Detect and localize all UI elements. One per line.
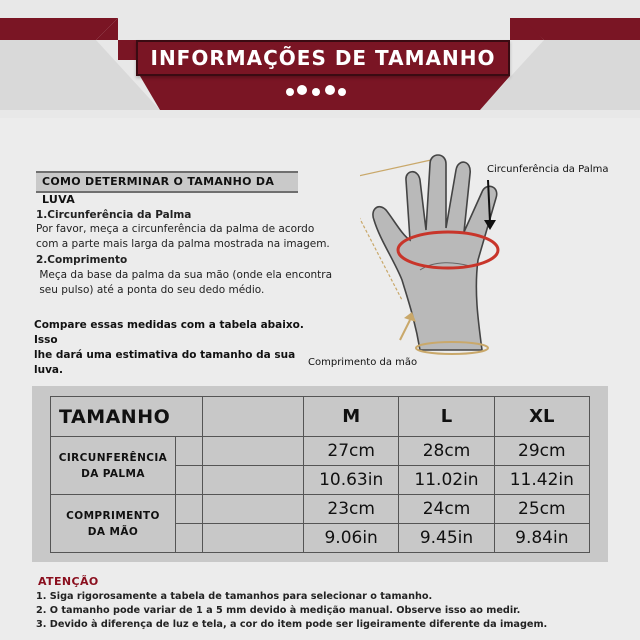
- hand-illustration: [360, 140, 610, 380]
- section-header: COMO DETERMINAR O TAMANHO DA LUVA: [36, 171, 298, 193]
- compare-note-line-1: Compare essas medidas com a tabela abaixo. Isso: [34, 319, 304, 346]
- length-annotation: Comprimento da mão: [308, 357, 418, 368]
- banner-dot-3: [312, 88, 320, 96]
- length-guide-top: [360, 158, 440, 180]
- length-blank-cell: [203, 495, 304, 524]
- page-title: INFORMAÇÕES DE TAMANHO: [136, 40, 510, 76]
- length-cm-l: 24cm: [399, 495, 494, 524]
- palm-cm-xl: 29cm: [494, 437, 589, 466]
- palm-cm-row: [51, 437, 590, 466]
- banner-dot-4: [325, 85, 335, 95]
- size-table-header-row: [51, 397, 590, 437]
- attention-title: ATENÇÃO: [38, 575, 99, 588]
- length-row-label: [51, 495, 176, 553]
- banner-dot-2: [297, 85, 307, 95]
- palm-annotation: Circunferência da Palma: [487, 164, 609, 175]
- length-in-l: 9.45in: [399, 524, 494, 553]
- length-instruction-title: [36, 253, 127, 268]
- palm-spacer-cell-2: [176, 466, 203, 495]
- banner-base: [140, 76, 510, 110]
- length-cm-m: 23cm: [304, 495, 399, 524]
- length-spacer-cell-2: [176, 524, 203, 553]
- banner-dot-1: [286, 88, 294, 96]
- palm-instruction-line-1: Por favor, meça a circunferência da palma de acordo: [36, 223, 315, 235]
- size-header-xl: XL: [494, 397, 589, 437]
- hand-shape: [373, 155, 497, 350]
- compare-note-line-2: lhe dará uma estimativa do tamanho da sua luva.: [34, 349, 296, 376]
- banner-dot-5: [338, 88, 346, 96]
- length-instruction-line-1: Meça da base da palma da sua mão (onde ela encontra: [36, 269, 333, 281]
- palm-spacer-cell: [176, 437, 203, 466]
- palm-row-label-line-2: DA PALMA: [81, 467, 145, 480]
- attention-note-3: 3. Devido à diferença de luz e tela, a cor do item pode ser ligeiramente diferente da imagem.: [36, 619, 548, 630]
- palm-blank-cell-2: [203, 466, 304, 495]
- length-spacer-cell: [176, 495, 203, 524]
- length-in-xl: 9.84in: [494, 524, 589, 553]
- palm-row-label-line-1: CIRCUNFERÊNCIA: [58, 451, 168, 464]
- size-table: [50, 396, 590, 553]
- palm-in-m: 10.63in: [304, 466, 399, 495]
- length-in-m: 9.06in: [304, 524, 399, 553]
- palm-in-xl: 11.42in: [494, 466, 589, 495]
- length-cm-xl: 25cm: [494, 495, 589, 524]
- length-blank-cell-2: [203, 524, 304, 553]
- compare-note: [34, 318, 324, 378]
- palm-instruction-title-text: 1.Circunferência da Palma: [36, 209, 192, 221]
- size-header-label: TAMANHO: [51, 397, 203, 437]
- attention-note-2: 2. O tamanho pode variar de 1 a 5 mm devido à medição manual. Observe isso ao medir.: [36, 605, 521, 616]
- palm-row-label: [51, 437, 176, 495]
- size-header-l: L: [399, 397, 494, 437]
- palm-cm-m: 27cm: [304, 437, 399, 466]
- size-header-blank: [203, 397, 304, 437]
- palm-blank-cell: [203, 437, 304, 466]
- length-row-label-line-1: COMPRIMENTO: [66, 509, 160, 522]
- palm-in-l: 11.02in: [399, 466, 494, 495]
- palm-cm-l: 28cm: [399, 437, 494, 466]
- length-instruction-title-text: 2.Comprimento: [36, 254, 128, 266]
- length-row-label-line-2: DA MÃO: [87, 525, 139, 538]
- length-instruction-line-2: seu pulso) até a ponta do seu dedo médio.: [36, 284, 265, 296]
- size-header-m: M: [304, 397, 399, 437]
- attention-note-1: 1. Siga rigorosamente a tabela de tamanhos para selecionar o tamanho.: [36, 591, 433, 602]
- palm-instruction-title: [36, 208, 191, 223]
- top-banner: [0, 0, 640, 118]
- length-cm-row: [51, 495, 590, 524]
- palm-instruction-line-2: com a parte mais larga da palma mostrada na imagem.: [36, 238, 330, 250]
- length-arrow: [400, 320, 410, 340]
